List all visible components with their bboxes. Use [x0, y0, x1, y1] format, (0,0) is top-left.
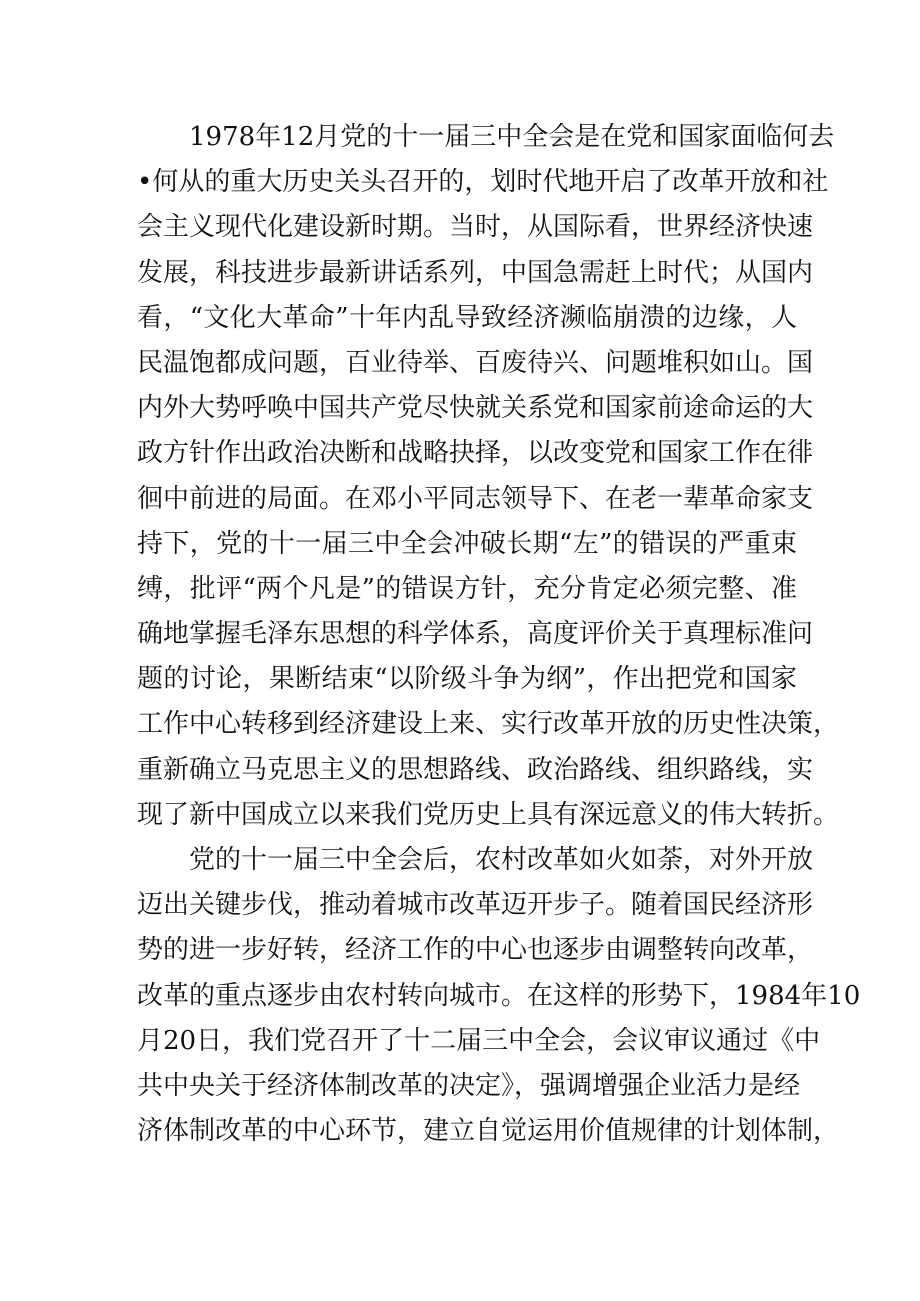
text-line: 确地掌握毛泽东思想的科学体系，高度评价关于真理标准问 — [137, 619, 814, 650]
text-line: 题的讨论，果断结束“以阶级斗争为纲”，作出把党和国家 — [137, 664, 797, 695]
text-line: •何从的重大历史关头召开的，划时代地开启了改革开放和社 — [137, 167, 829, 198]
paragraph — [137, 838, 861, 1154]
text-line: 重新确立马克思主义的思想路线、政治路线、组织路线，实 — [137, 754, 814, 785]
text-line: 共中央关于经济体制改革的决定》，强调增强企业活力是经 — [137, 1070, 801, 1101]
text-line: 改革的重点逐步由农村转向城市。在这样的形势下，1984年10 — [137, 980, 861, 1011]
text-line: 党的十一届三中全会后，农村改革如火如荼，对外开放 — [189, 845, 814, 875]
text-line: 缚，批评“两个凡是”的错误方针，充分肯定必须完整、准 — [137, 573, 797, 604]
text-line: 民温饱都成问题，百业待举、百废待兴、问题堆积如山。国 — [137, 347, 814, 378]
text-line: 势的进一步好转，经济工作的中心也逐步由调整转向改革， — [137, 935, 814, 966]
text-line: 政方针作出政治决断和战略抉择，以改变党和国家工作在徘 — [137, 438, 814, 469]
text-line: 持下，党的十一届三中全会冲破长期“左”的错误的严重束 — [137, 528, 797, 559]
text-line: 月20日，我们党召开了十二届三中全会，会议审议通过《中 — [137, 1025, 821, 1056]
text-line: 会主义现代化建设新时期。当时，从国际看，世界经济快速 — [137, 212, 814, 243]
text-line: 济体制改革的中心环节，建立自觉运用价值规律的计划体制， — [137, 1116, 840, 1147]
text-line: 工作中心转移到经济建设上来、实行改革开放的历史性决策， — [137, 709, 840, 740]
text-line: 迈出关键步伐，推动着城市改革迈开步子。随着国民经济形 — [137, 890, 814, 921]
text-line: 1978年12月党的十一届三中全会是在党和国家面临何去 — [189, 122, 835, 152]
body-text — [137, 115, 861, 1154]
text-line: 现了新中国成立以来我们党历史上具有深远意义的伟大转折。 — [137, 799, 840, 830]
text-line: 内外大势呼唤中国共产党尽快就关系党和国家前途命运的大 — [137, 393, 814, 424]
text-line: 发展，科技进步最新讲话系列，中国急需赶上时代；从国内 — [137, 257, 814, 288]
text-line: 看，“文化大革命”十年内乱导致经济濒临崩溃的边缘，人 — [137, 302, 797, 333]
text-line: 徊中前进的局面。在邓小平同志领导下、在老一辈革命家支 — [137, 483, 814, 514]
paragraph — [137, 115, 840, 838]
